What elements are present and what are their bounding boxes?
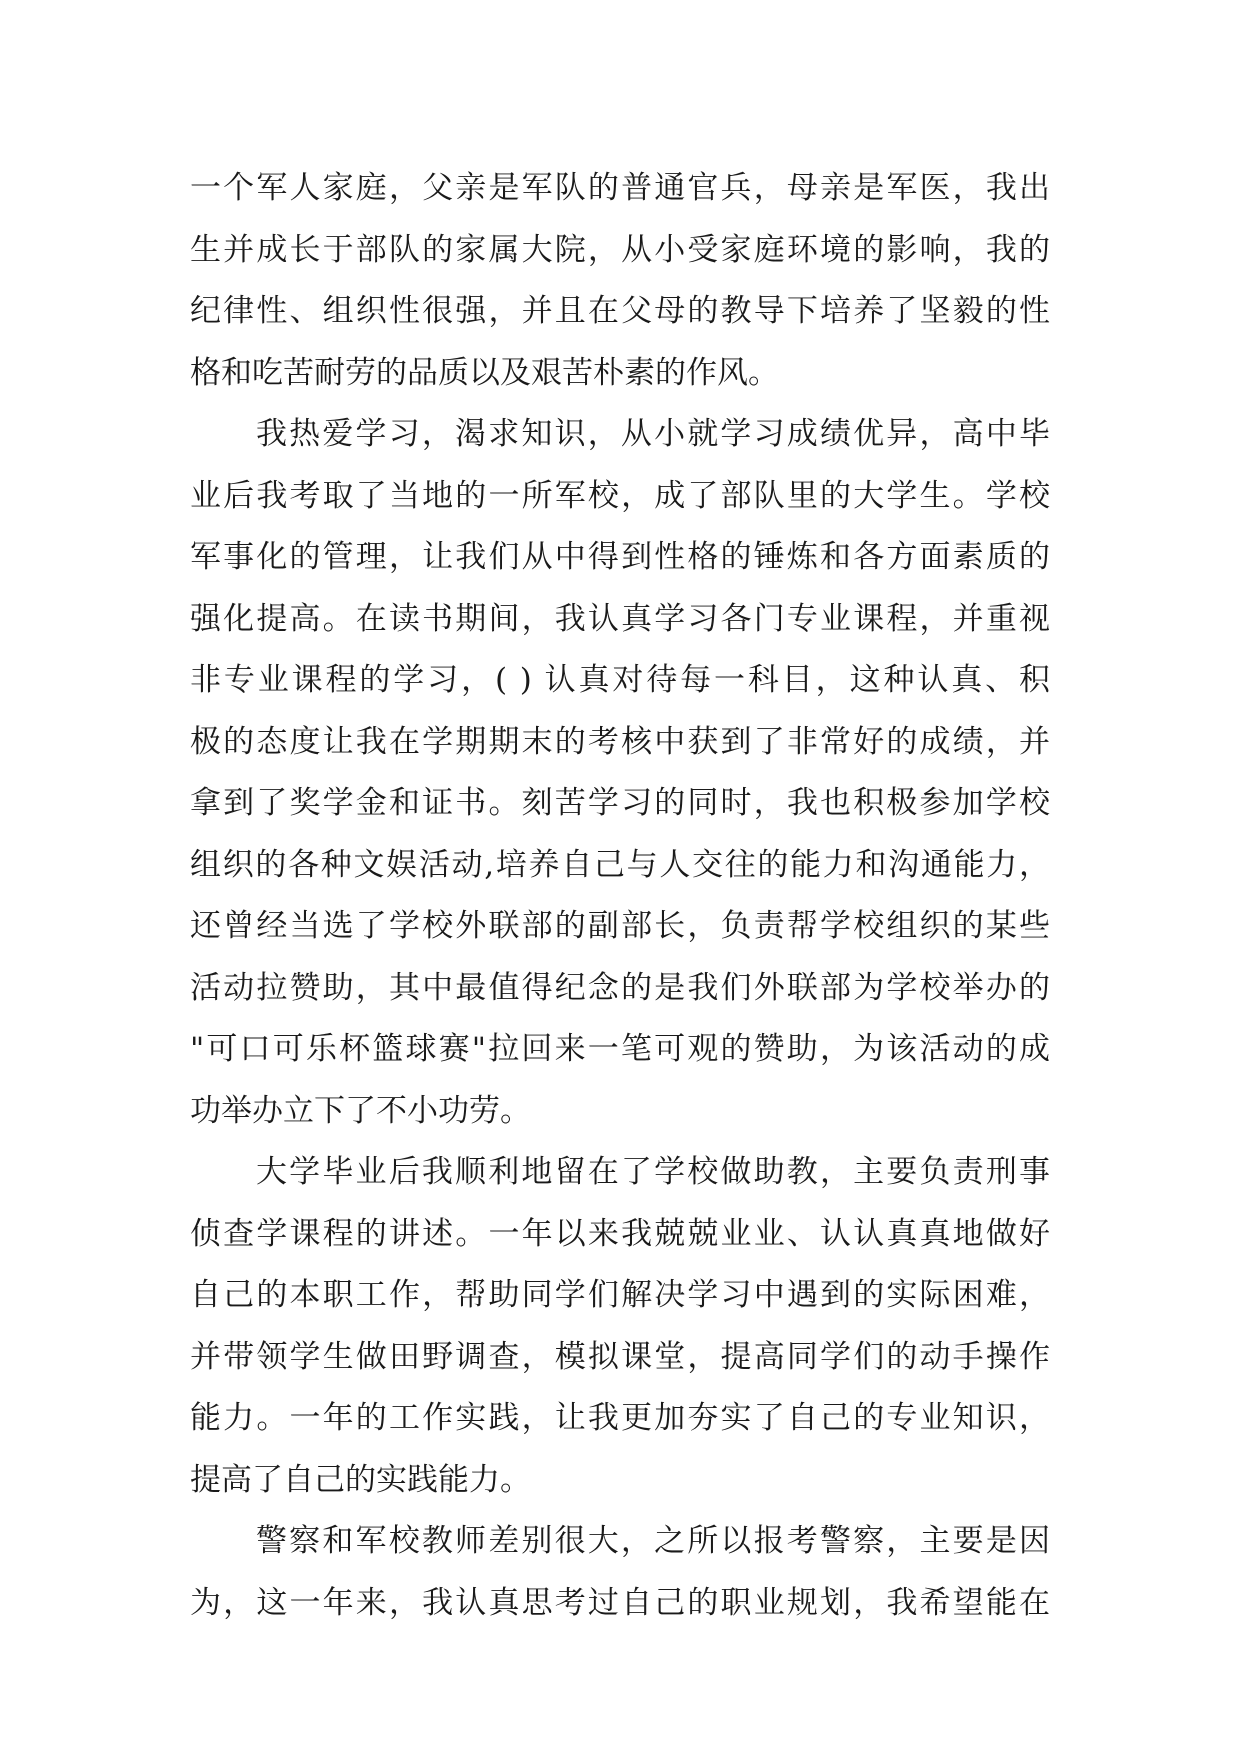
text-line: "可口可乐杯篮球赛"拉回来一笔可观的赞助，为该活动的成 (190, 1031, 1050, 1067)
paragraph-education (190, 404, 1050, 1142)
paragraph-family-background (190, 158, 1050, 404)
text-line: 纪律性、组织性很强，并且在父母的教导下培养了坚毅的性 (190, 293, 1050, 329)
text-line: 生并成长于部队的家属大院，从小受家庭环境的影响，我的 (190, 231, 1050, 268)
text-line: 为，这一年来，我认真思考过自己的职业规划，我希望能在 (190, 1584, 1050, 1621)
text-line: 功举办立下了不小功劳。 (190, 1092, 531, 1129)
text-line: 并带领学生做田野调查，模拟课堂，提高同学们的动手操作 (190, 1338, 1050, 1375)
text-line: 强化提高。在读书期间，我认真学习各门专业课程，并重视 (190, 600, 1050, 637)
text-line: 拿到了奖学金和证书。刻苦学习的同时，我也积极参加学校 (190, 785, 1050, 821)
text-line: 非专业课程的学习，( ) 认真对待每一科目，这种认真、积 (190, 662, 1050, 698)
text-line: 警察和军校教师差别很大，之所以报考警察，主要是因 (256, 1523, 1050, 1559)
paragraph-work-experience (190, 1142, 1050, 1511)
text-line: 大学毕业后我顺利地留在了学校做助教，主要负责刑事 (256, 1154, 1050, 1190)
text-line: 军事化的管理，让我们从中得到性格的锤炼和各方面素质的 (190, 539, 1050, 575)
text-line: 格和吃苦耐劳的品质以及艰苦朴素的作风。 (190, 354, 779, 391)
text-line: 提高了自己的实践能力。 (190, 1461, 531, 1498)
paragraph-career-motivation (190, 1511, 1050, 1634)
text-line: 组织的各种文娱活动,培养自己与人交往的能力和沟通能力， (190, 846, 1050, 883)
text-line: 一个军人家庭，父亲是军队的普通官兵，母亲是军医，我出 (190, 170, 1050, 206)
text-line: 业后我考取了当地的一所军校，成了部队里的大学生。学校 (190, 477, 1050, 514)
text-line: 我热爱学习，渴求知识，从小就学习成绩优异，高中毕 (256, 416, 1050, 452)
text-line: 侦查学课程的讲述。一年以来我兢兢业业、认认真真地做好 (190, 1215, 1050, 1252)
document-body (190, 158, 1050, 1634)
text-line: 自己的本职工作，帮助同学们解决学习中遇到的实际困难， (190, 1277, 1050, 1313)
text-line: 还曾经当选了学校外联部的副部长，负责帮学校组织的某些 (190, 908, 1050, 944)
text-line: 能力。一年的工作实践，让我更加夯实了自己的专业知识， (190, 1400, 1050, 1436)
text-line: 活动拉赞助，其中最值得纪念的是我们外联部为学校举办的 (190, 969, 1050, 1006)
text-line: 极的态度让我在学期期末的考核中获到了非常好的成绩，并 (190, 723, 1050, 760)
